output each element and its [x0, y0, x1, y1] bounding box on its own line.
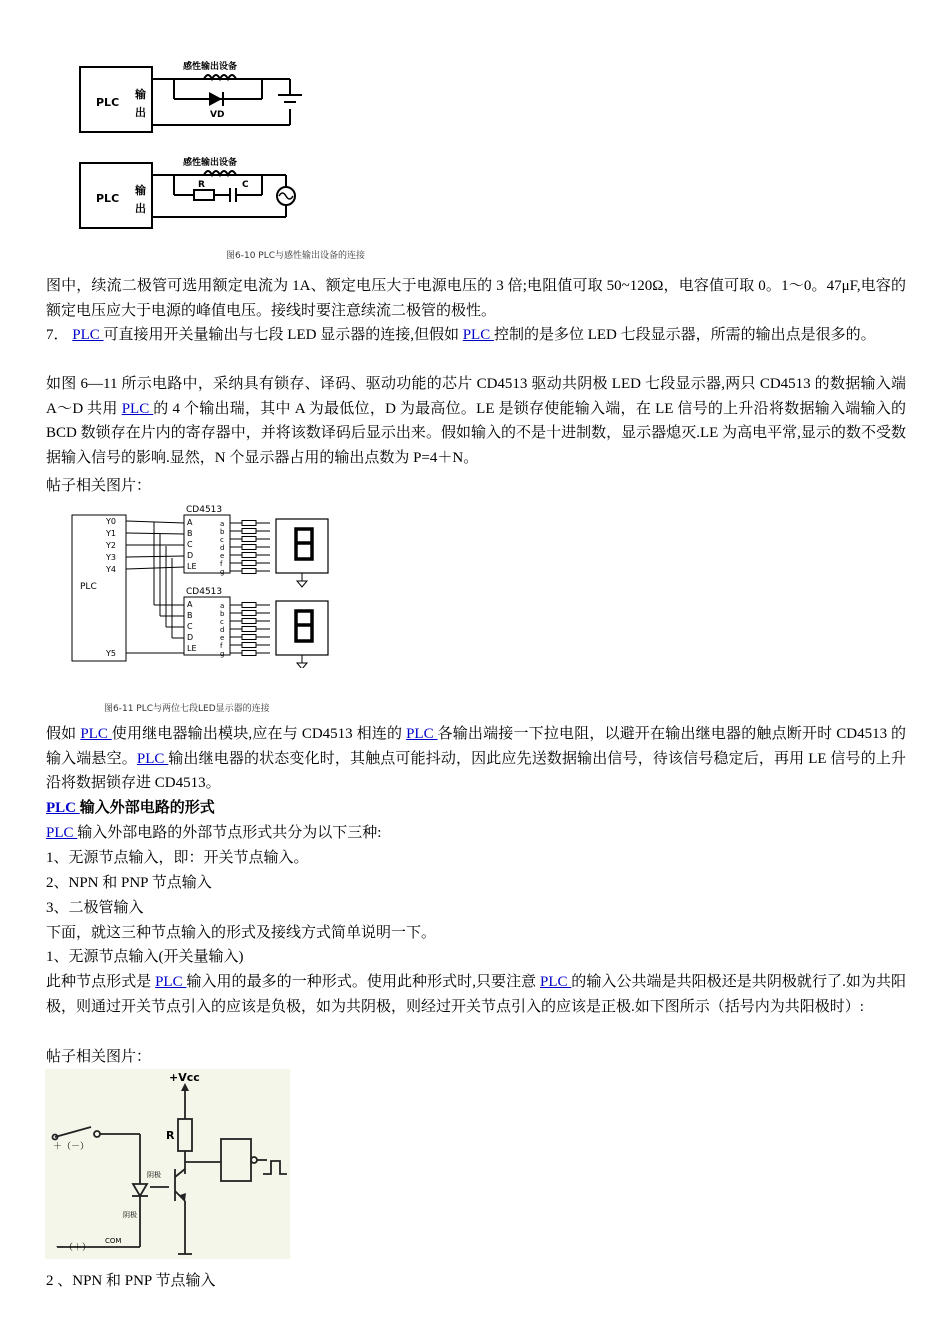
text-line: 下面，就这三种节点输入的形式及接线方式简单说明一下。 — [46, 925, 437, 941]
paragraph: 如图 6—11 所示电路中，采纳具有锁存、译码、驱动功能的芯片 CD4513 驱动共阴极 LED 七段显示器,两只 CD4513 的数据输入端 A～D 共用 PLC 的 4 个输出瑞，其中 A 为最低位，D 为最高位。LE 是锁存使能输入端，在 LE 信号的上升沿将数据输入端输入的 BCD 数锁存在片内的寄存器中，并将该数译码后显示出来。假如输入的不是十进制数，显示器熄灭.LE 为高电平常,显示的数不受数据输入信号的影响.显然，N 个显示器占用的输出点数为 P=4＋N。 — [46, 376, 906, 466]
list-item: 1、无源节点输入，即：开关节点输入。 — [46, 850, 309, 866]
resistor — [242, 529, 256, 534]
chip-pin-label: C — [187, 622, 193, 631]
chip-pin-label: B — [187, 529, 193, 538]
plc-label: PLC — [80, 582, 97, 592]
plc-link[interactable]: PLC — [72, 327, 104, 343]
resistor — [242, 651, 256, 656]
segment-pin-label: f — [220, 560, 223, 568]
plc-link[interactable]: PLC — [46, 800, 80, 816]
ground-symbol — [297, 581, 307, 587]
plc-label: PLC — [96, 192, 120, 205]
subheading: 2 、NPN 和 PNP 节点输入 — [46, 1273, 216, 1289]
com-label: COM — [105, 1237, 122, 1245]
chip-pin-label: LE — [187, 644, 197, 653]
chip-pin-label: D — [187, 551, 194, 560]
chip-pin-label: LE — [187, 562, 197, 571]
resistor — [242, 545, 256, 550]
figure-plc-inductive-load — [70, 55, 320, 235]
figure-caption: 图6-11 PLC与两位七段LED显示器的连接 — [104, 704, 270, 714]
load-label: 感性输出设备 — [183, 158, 238, 168]
segment-pin-label: g — [220, 568, 225, 576]
segment-pin-label: d — [220, 544, 225, 552]
plc-link[interactable]: PLC — [121, 400, 154, 417]
chip-pin-label: C — [187, 540, 193, 549]
digit-eight — [296, 611, 312, 641]
output-label: 出 — [135, 106, 146, 119]
segment-pin-label: d — [220, 626, 225, 634]
resistor — [242, 521, 256, 526]
segment-pin-label: a — [220, 520, 225, 528]
plc-link[interactable]: PLC — [539, 974, 572, 990]
output-label: 输 — [135, 184, 146, 197]
resistor — [242, 635, 256, 640]
output-label: Y5 — [106, 649, 116, 658]
segment-pin-label: g — [220, 650, 225, 658]
segment-pin-label: c — [220, 618, 224, 626]
resistor — [242, 643, 256, 648]
list-item: 3、二极管输入 — [46, 900, 144, 916]
segment-pin-label: a — [220, 602, 225, 610]
resistor — [242, 553, 256, 558]
chip-pin-label: D — [187, 633, 194, 642]
resistor — [242, 537, 256, 542]
resistor-label: R — [198, 180, 205, 190]
chip-pin-label: A — [187, 518, 193, 527]
output-label: Y2 — [106, 541, 116, 550]
seven-segment-display — [276, 601, 328, 655]
paragraph: 此种节点形式是 PLC 输入用的最多的一种形式。使用此种形式时,只要注意 PLC 的输入公共端是共阳极还是共阴极就行了.如为共阳极，则通过开关节点引入的应该是负极，如为共阴极，则经过开关节点引入的应该是正极.如下图所示（括号内为共阳极时）: — [46, 974, 906, 1015]
resistor — [242, 569, 256, 574]
chip-label: CD4513 — [186, 505, 223, 515]
wire — [126, 533, 184, 534]
related-images-label: 帖子相关图片： — [46, 1049, 152, 1065]
related-images-label: 帖子相关图片： — [46, 478, 152, 494]
figure-plc-seven-segment — [68, 503, 343, 668]
output-label: 输 — [135, 88, 146, 101]
load-label: 感性输出设备 — [183, 62, 238, 72]
plc-link[interactable]: PLC — [136, 750, 169, 767]
chip-pin-label: A — [187, 600, 193, 609]
resistor — [242, 619, 256, 624]
output-label: 出 — [135, 202, 146, 215]
polarity-label: ＋（－） — [53, 1142, 90, 1152]
plc-link[interactable]: PLC — [155, 974, 187, 990]
resistor — [242, 611, 256, 616]
resistor-label: R — [166, 1129, 175, 1142]
wire — [126, 556, 184, 557]
list-item: 2、NPN 和 PNP 节点输入 — [46, 875, 212, 891]
intro-line: PLC 输入外部电路的外部节点形式共分为以下三种: — [46, 825, 382, 841]
anode-label: 阴极 — [147, 1171, 161, 1179]
subheading: 1、无源节点输入(开关量输入) — [46, 949, 244, 965]
plc-link[interactable]: PLC — [80, 726, 112, 742]
segment-pin-label: e — [220, 634, 225, 642]
chip-label: CD4513 — [186, 587, 223, 597]
paragraph: 7． PLC 可直接用开关量输出与七段 LED 显示器的连接,但假如 PLC 控制的是多位 LED 七段显示器，所需的输出点是很多的。 — [46, 327, 876, 343]
output-label: Y0 — [106, 517, 116, 526]
paragraph: 假如 PLC 使用继电器输出模块,应在与 CD4513 相连的 PLC 各输出端接一下拉电阻，以避开在输出继电器的触点断开时 CD4513 的输入端悬空。PLC 输出继电器的状态变化时，其触点可能抖动，因此应先送数据输出信号，待该信号稳定后，再用 LE 信号的上升沿将数据锁存进 CD4513。 — [46, 726, 907, 791]
seven-segment-display — [276, 519, 328, 573]
cathode-label: 阴极 — [123, 1211, 137, 1219]
section-heading: PLC 输入外部电路的形式 — [46, 800, 215, 816]
digit-eight — [296, 529, 312, 559]
output-label: Y1 — [106, 529, 116, 538]
paragraph: 图中，续流二极管可选用额定电流为 1A、额定电压大于电源电压的 3 倍;电阻值可取 50~120Ω，电容值可取 0。1～0。47μF,电容的额定电压应大于电源的峰值电压。接线时要注意续流二极管的极性。 — [46, 278, 906, 319]
wire — [126, 567, 184, 569]
segment-pin-label: e — [220, 552, 225, 560]
output-label: Y3 — [106, 553, 116, 562]
resistor — [242, 561, 256, 566]
wire — [126, 521, 184, 523]
plc-link[interactable]: PLC — [462, 327, 494, 343]
figure-passive-input-circuit — [45, 1069, 290, 1259]
segment-pin-label: b — [220, 528, 225, 536]
segment-pin-label: f — [220, 642, 223, 650]
diode-label: VD — [210, 110, 225, 120]
vcc-label: +Vcc — [169, 1071, 200, 1084]
segment-pin-label: b — [220, 610, 225, 618]
chip-pin-label: B — [187, 611, 193, 620]
plc-link[interactable]: PLC — [46, 825, 78, 841]
segment-pin-label: c — [220, 536, 224, 544]
resistor — [242, 603, 256, 608]
polarity-label: －（＋） — [55, 1243, 92, 1253]
output-label: Y4 — [106, 565, 116, 574]
figure-caption: 图6-10 PLC与感性输出设备的连接 — [226, 251, 366, 261]
plc-link[interactable]: PLC — [406, 726, 438, 742]
capacitor-label: C — [242, 180, 249, 190]
resistor — [242, 627, 256, 632]
plc-label: PLC — [96, 96, 120, 109]
ground-symbol — [297, 663, 307, 668]
